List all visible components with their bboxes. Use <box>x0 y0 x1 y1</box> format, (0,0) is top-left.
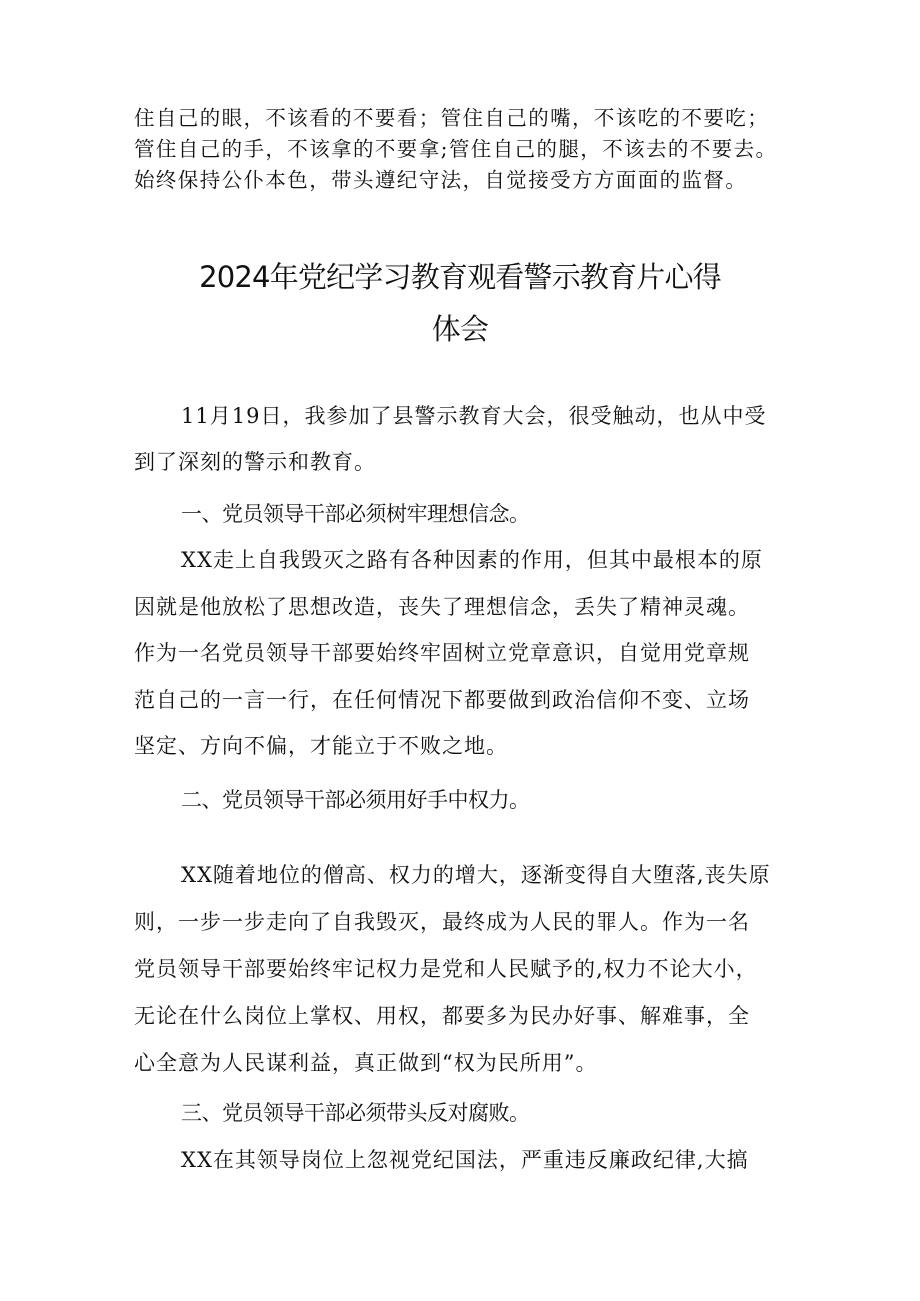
intro-line: 住自己的眼，不该看的不要看；管住自己的嘴，不该吃的不要吃； <box>134 106 770 130</box>
opening-line: 11月19日，我参加了县警示教育大会，很受触动，也从中受 <box>181 404 767 428</box>
section-1-line: 因就是他放松了思想改造，丧失了理想信念，丢失了精神灵魂。 <box>134 595 750 619</box>
section-3-heading: 三、党员领导干部必须带头反对腐败。 <box>181 1101 530 1125</box>
intro-line: 始终保持公仆本色，带头遵纪守法，自觉接受方方面面的监督。 <box>134 168 748 192</box>
section-2-line: 无论在什么岗位上掌权、用权，都要多为民办好事、解难事，全 <box>134 1004 750 1028</box>
section-1-line: XX走上自我毁灭之路有各种因素的作用，但其中最根本的原 <box>181 548 763 572</box>
section-1-heading: 一、党员领导干部必须树牢理想信念。 <box>181 502 530 526</box>
section-1-line: 坚定、方向不偏，才能立于不败之地。 <box>134 734 508 758</box>
section-2-heading: 二、党员领导干部必须用好手中权力。 <box>181 788 530 812</box>
section-3-line: XX在其领导岗位上忽视党纪国法，严重违反廉政纪律,大搞 <box>181 1148 749 1172</box>
section-2-line: XX随着地位的僧高、权力的增大，逐渐变得自大堕落,丧失原 <box>181 863 771 887</box>
document-title-line-2: 体会 <box>431 312 489 346</box>
intro-line: 管住自己的手，不该拿的不要拿;管住自己的腿，不该去的不要去。 <box>134 137 778 161</box>
opening-line: 到了深刻的警示和教育。 <box>134 450 376 474</box>
section-2-line: 则，一步一步走向了自我毁灭，最终成为人民的罪人。作为一名 <box>134 910 750 934</box>
document-title-line-1: 2024年党纪学习教育观看警示教育片心得 <box>199 260 721 294</box>
section-2-line: 党员领导干部要始终牢记权力是党和人民赋予的,权力不论大小， <box>134 957 758 981</box>
section-2-line: 心全意为人民谋利益，真正做到“权为民所用”。 <box>134 1051 598 1075</box>
section-1-line: 范自己的一言一行，在任何情况下都要做到政治信仰不变、立场 <box>134 688 750 712</box>
section-1-line: 作为一名党员领导干部要始终牢固树立党章意识，自觉用党章规 <box>134 641 750 665</box>
